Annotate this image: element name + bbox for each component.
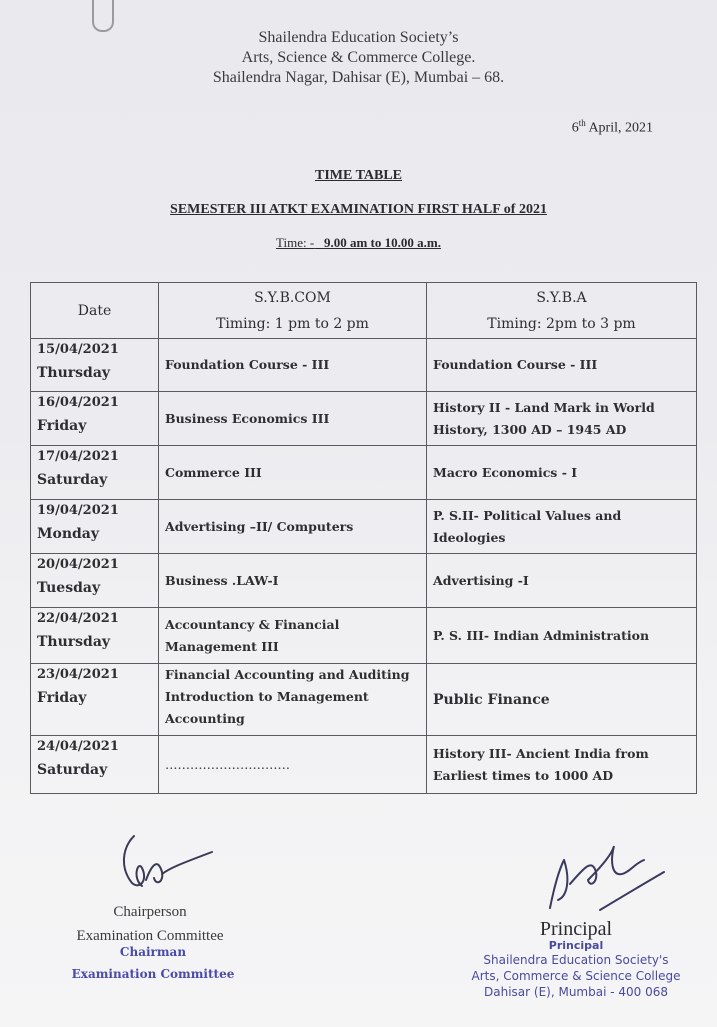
- sybcom-cell: …………………………: [159, 736, 427, 794]
- sybcom-cell: Business .LAW-I: [159, 554, 427, 608]
- date-cell: 15/04/2021 Thursday: [31, 339, 159, 392]
- table-row: [31, 736, 697, 794]
- chairman-stamp: Chairman Examination Committee: [71, 945, 235, 981]
- table-row: [31, 554, 697, 608]
- principal-title: Principal: [539, 918, 613, 940]
- sybcom-cell: Financial Accounting and Auditing Introduction to Management Accounting: [159, 664, 427, 736]
- principal-signature: [540, 838, 670, 918]
- syba-cell: Foundation Course - III: [427, 339, 697, 392]
- date-cell: 16/04/2021 Friday: [31, 392, 159, 446]
- syba-cell: History III- Ancient India from Earliest times to 1000 AD: [427, 736, 697, 794]
- table-row: [31, 339, 697, 392]
- table-row: [31, 392, 697, 446]
- timetable: [30, 282, 697, 794]
- college-name: Arts, Science & Commerce College.: [241, 49, 476, 66]
- col-header-date: Date: [31, 283, 159, 339]
- col-header-syba: S.Y.B.A Timing: 2pm to 3 pm: [427, 283, 697, 339]
- sybcom-cell: Commerce III: [159, 446, 427, 500]
- date-cell: 19/04/2021 Monday: [31, 500, 159, 554]
- date-cell: 20/04/2021 Tuesday: [31, 554, 159, 608]
- committee-title: Examination Committee: [76, 928, 224, 944]
- table-row: [31, 664, 697, 736]
- sybcom-cell: Advertising –II/ Computers: [159, 500, 427, 554]
- col-header-sybcom: S.Y.B.COM Timing: 1 pm to 2 pm: [159, 283, 427, 339]
- sybcom-cell: Foundation Course - III: [159, 339, 427, 392]
- sybcom-cell: Business Economics III: [159, 392, 427, 446]
- syba-cell: Public Finance: [427, 664, 697, 736]
- exam-time: Time: - 9.00 am to 10.00 a.m.: [276, 235, 441, 250]
- date-cell: 23/04/2021 Friday: [31, 664, 159, 736]
- chairperson-block: [50, 900, 250, 948]
- table-header-row: [31, 283, 697, 339]
- chairperson-title: Chairperson: [113, 904, 187, 920]
- table-row: [31, 500, 697, 554]
- doc-title: TIME TABLE: [314, 168, 402, 183]
- document-date: 6th April, 2021: [571, 118, 653, 136]
- sybcom-cell: Accountancy & Financial Management III: [159, 608, 427, 664]
- date-cell: 17/04/2021 Saturday: [31, 446, 159, 500]
- principal-stamp: Principal Principal Shailendra Education Society's Arts, Commerce & Science College Dahisar (E), Mumbai - 400 068: [456, 918, 696, 1000]
- syba-cell: Advertising -I: [427, 554, 697, 608]
- college-address: Shailendra Nagar, Dahisar (E), Mumbai – 68.: [212, 69, 505, 86]
- table-row: [31, 446, 697, 500]
- date-cell: 24/04/2021 Saturday: [31, 736, 159, 794]
- syba-cell: P. S. III- Indian Administration: [427, 608, 697, 664]
- doc-subtitle: SEMESTER III ATKT EXAMINATION FIRST HALF of 2021: [170, 202, 547, 217]
- syba-cell: History II - Land Mark in World History, 1300 AD – 1945 AD: [427, 392, 697, 446]
- date-cell: 22/04/2021 Thursday: [31, 608, 159, 664]
- syba-cell: P. S.II- Political Values and Ideologies: [427, 500, 697, 554]
- society-name: Shailendra Education Society’s: [258, 29, 459, 46]
- table-row: [31, 608, 697, 664]
- syba-cell: Macro Economics - I: [427, 446, 697, 500]
- chairperson-signature: [112, 828, 222, 898]
